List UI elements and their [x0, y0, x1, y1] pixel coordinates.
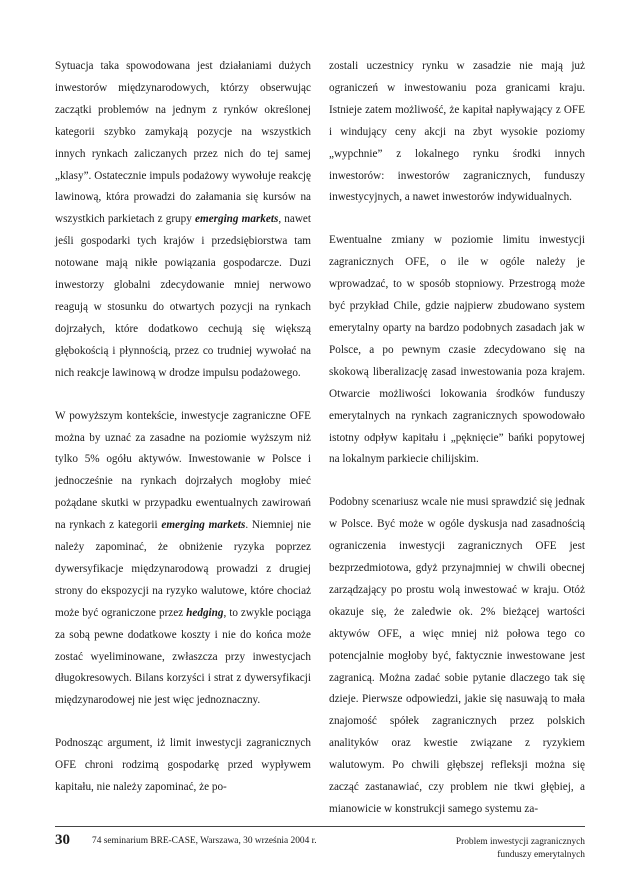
right-column: [329, 56, 585, 842]
footer-document-title: [415, 836, 585, 861]
left-column: [55, 56, 311, 820]
paragraph: [55, 56, 311, 385]
paragraph: [329, 492, 585, 821]
text-run: Podobny scenariusz wcale nie musi sprawdzić się jednak w Polsce. Być może w ogóle dyskusja nad zasadnością ograniczenia inwestycji zagranicznych OFE jest bezprzedmiotowa, gdyż przynajmniej w chwili obecnej zarządzający po prostu wolą inwestować w kraju. Otóż okazuje się, że zaledwie ok. 2% bieżącej wartości aktywów OFE, a więc mniej niż połowa tego co potencjalnie mogłoby być, faktycznie inwestowane jest zagranicą. Można zadać sobie pytanie dlaczego tak się dzieje. Pierwsze odpowiedzi, jakie się nasuwają to mała znajomość spółek zagranicznych przez polskich analityków oraz kwestie związane z ryzykiem walutowym. Po chwili głębszej refleksji można się zacząć zastanawiać, czy problem nie tkwi głębiej, a mianowicie w konstrukcji samego systemu za-: [329, 496, 585, 815]
footer-title-line: Problem inwestycji zagranicznych: [455, 837, 585, 847]
footer-seminar-info: 74 seminarium BRE-CASE, Warszawa, 30 września 2004 r.: [92, 836, 317, 846]
footer-title-line: funduszy emerytalnych: [497, 849, 585, 860]
paragraph: [329, 230, 585, 471]
paragraph: [329, 56, 585, 209]
text-run: Podnosząc argument, iż limit inwestycji zagranicznych OFE chroni rodzimą gospodarkę przed wypływem kapitału, nie należy zapominać, że po-: [55, 737, 311, 794]
text-run: zostali uczestnicy rynku w zasadzie nie mają już ograniczeń w inwestowaniu poza granicami kraju. Istnieje zatem możliwość, że kapitał napływający z OFE i windujący ceny akcji na zbyt wysokie poziomy „wypchnie” z lokalnego rynku środki innych inwestorów: inwestorów zagranicznych, funduszy inwestycyjnych, a nawet inwestorów indywidualnych.: [329, 60, 585, 204]
emphasized-term: emerging markets: [194, 213, 279, 226]
text-run: Sytuacja taka spowodowana jest działaniami dużych inwestorów międzynarodowych, którzy obserwując zaczątki problemów na jednym z rynków określonej kategorii szybko zamykają pozycje na wszystkich innych rynkach zaliczanych przez nich do tej samej „klasy”. Ostatecznie impuls podażowy wywołuje reakcję lawinową, która prowadzi do załamania się kursów na wszystkich parkietach z grupy: [55, 60, 311, 226]
text-run: . Niemniej nie należy zapominać, że obniżenie ryzyka poprzez dywersyfikacje międzynarodową prowadzi z drugiej strony do ekspozycji na ryzyko walutowe, które chociaż może być ograniczone przez: [55, 519, 311, 619]
emphasized-term: hedging: [186, 606, 224, 619]
paragraph: [55, 406, 311, 713]
emphasized-term: emerging markets: [161, 519, 246, 532]
text-run: Ewentualne zmiany w poziomie limitu inwestycji zagranicznych OFE, o ile w ogóle należy je wprowadzać, to w sposób stopniowy. Przestrogą może być przykład Chile, gdzie najpierw zbudowano system emerytalny oparty na bardzo podobnych zasadach jak w Polsce, a po pewnym czasie zdecydowano się na skokową liberalizację zasad inwestowania poza krajem. Otwarcie możliwości lokowania środków funduszy emerytalnych na rynkach zagranicznych spowodowało istotny odpływ kapitału i „pęknięcie” bańki popytowej na lokalnym parkiecie chilijskim.: [329, 234, 585, 466]
text-run: W powyższym kontekście, inwestycje zagraniczne OFE można by uznać za zasadne na poziomie wyższym niż tylko 5% ogółu aktywów. Inwestowanie w Polsce i jednocześnie na rynkach dojrzałych mogłoby mieć pożądane skutki w przypadku ewentualnych zawirowań na rynkach z kategorii: [55, 409, 311, 532]
text-run: , nawet jeśli gospodarki tych krajów i przedsiębiorstwa tam notowane mają nikłe powiązania gospodarcze. Duzi inwestorzy globalni zdecydowanie mniej nerwowo reagują w stosunku do otwartych pozycji na rynkach dojrzałych, które dodatkowo cechują się większą głębokością i płynnością, przez co trudniej wywołać na nich reakcje lawinową w drodze impulsu podażowego.: [55, 213, 311, 379]
page-number: 30: [55, 832, 70, 848]
text-run: , to zwykle pociąga za sobą pewne dodatkowe koszty i nie do końca może zostać wyeliminowane, zwłaszcza przy inwestycjach długokresowych. Bilans korzyści i strat z dywersyfikacji międzynarodowej nie jest więc jednoznaczny.: [55, 606, 312, 707]
page-footer: [55, 826, 585, 867]
paragraph: [55, 733, 311, 799]
